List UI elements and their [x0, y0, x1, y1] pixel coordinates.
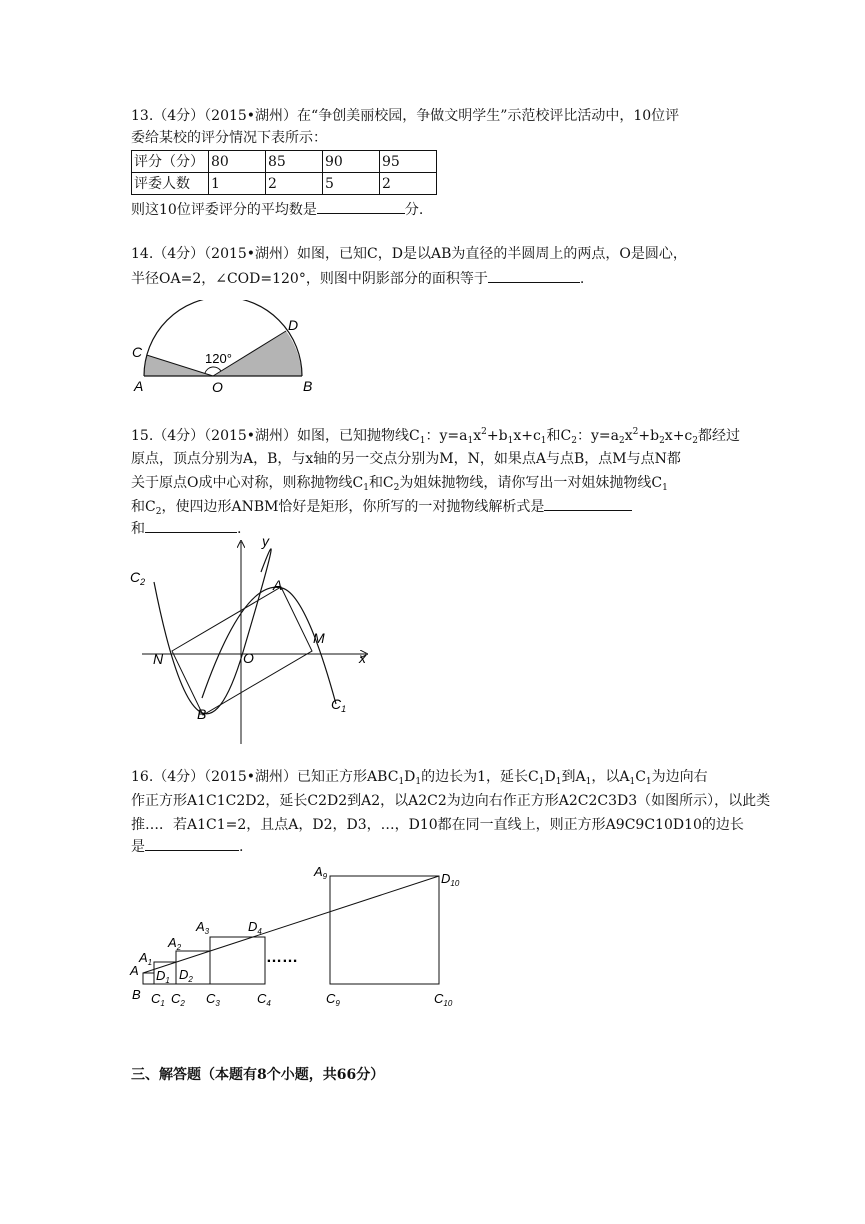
- subscript: 9: [335, 999, 340, 1008]
- square-a3c3c4d4: [210, 937, 265, 984]
- q13-answer-suffix: 分.: [404, 202, 424, 218]
- label-c1: $C_1$: [331, 696, 347, 714]
- q15-line-1: 15.（4分）（2015•湖州）如图，已知抛物线$C_1$：$y=a_1x^2+b_1x+c_1$和$C_2$：$y=a_2x^2+b_2x+c_2$都经过: [131, 427, 740, 446]
- subscript: 1: [165, 976, 170, 985]
- label-c1: $C_1$: [151, 991, 165, 1008]
- subscript: 1: [363, 483, 369, 493]
- label-a2: $A_2$: [168, 935, 182, 952]
- label-d: D: [288, 317, 299, 333]
- subscript: 2: [659, 436, 665, 446]
- subscript: 1: [398, 777, 405, 787]
- semicircle-figure: [126, 300, 326, 400]
- label-a: A: [130, 963, 139, 978]
- q16-line-3: 推…．若A1C1=2，且点A，D2，D3，…，D10都在同一直线上，则正方形A9C9C10D10的边长: [131, 817, 744, 833]
- q15-text: 和C: [546, 428, 572, 444]
- q16-line-1: [131, 767, 708, 787]
- subscript: 1: [555, 777, 562, 787]
- square-abc1d1: [143, 973, 154, 984]
- subscript: 1: [160, 999, 165, 1008]
- q15-text: 关于原点O成中心对称，则称抛物线C: [131, 475, 364, 491]
- label-a9: $A_9$: [314, 864, 328, 881]
- subscript: 1: [645, 777, 652, 787]
- subscript: 2: [692, 436, 698, 446]
- rectangle-anbm: [172, 587, 312, 715]
- answer-blank[interactable]: [544, 496, 632, 511]
- subscript: 3: [204, 927, 210, 936]
- q16-text: D: [404, 769, 416, 785]
- q15-text: 都经过: [698, 428, 740, 444]
- q13-answer-text: 则这10位评委评分的平均数是: [131, 202, 317, 218]
- q15-line-3: [131, 473, 668, 493]
- q16-text: ，以A: [591, 769, 630, 785]
- label-c3: $C_3$: [206, 991, 220, 1008]
- answer-blank[interactable]: [488, 268, 580, 283]
- subscript: 1: [147, 958, 153, 967]
- parabola-c2: [154, 549, 271, 714]
- subscript: 2: [188, 975, 193, 984]
- subscript: 2: [140, 577, 146, 587]
- label-d2: $D_2$: [179, 967, 193, 984]
- q14-line-2: [131, 268, 584, 289]
- subscript: 1: [585, 777, 592, 787]
- subscript: 2: [176, 943, 182, 952]
- subscript: 4: [266, 999, 271, 1008]
- q15-text: 和: [131, 521, 145, 537]
- table-row: [132, 151, 437, 173]
- q16-text: 是: [131, 839, 145, 855]
- label-n: N: [153, 651, 164, 667]
- q15-period: .: [237, 521, 242, 537]
- table-cell: 85: [266, 151, 323, 173]
- subscript: 2: [155, 507, 162, 517]
- q15-line-4: [131, 496, 632, 517]
- table-cell: 评分（分）: [132, 151, 209, 173]
- superscript: 2: [632, 427, 639, 437]
- q15-line-2: 原点，顶点分别为A，B，与x轴的另一交点分别为M，N，如果点A与点B，点M与点N都: [131, 451, 681, 467]
- subscript: 1: [341, 704, 347, 714]
- label-x: x: [359, 650, 366, 666]
- angle-label: 120°: [205, 351, 232, 366]
- q15-text: 为姐妹抛物线，请你写出一对姐妹抛物线C: [399, 475, 663, 491]
- subscript: 1: [538, 777, 545, 787]
- subscript: 1: [419, 436, 426, 446]
- subscript: 10: [443, 999, 453, 1008]
- squares-figure: [126, 858, 466, 1013]
- q16-line-2: 作正方形A1C1C2D2，延长C2D2到A2，以A2C2为边向右作正方形A2C2C3D3（如图所示），以此类: [131, 793, 771, 809]
- table-cell: 2: [380, 173, 437, 195]
- subscript: 10: [450, 879, 460, 888]
- q13-answer-line: [131, 199, 423, 220]
- score-table: [131, 150, 437, 195]
- label-d4: $D_4$: [248, 919, 262, 936]
- label-d1: $D_1$: [156, 968, 170, 985]
- table-cell: 80: [209, 151, 266, 173]
- subscript: 3: [215, 999, 220, 1008]
- subscript: 2: [393, 483, 400, 493]
- q14-period: .: [579, 271, 585, 287]
- superscript: 2: [481, 427, 487, 437]
- q16-text: D: [544, 769, 556, 785]
- subscript: 2: [180, 999, 185, 1008]
- label-c2: $C_2$: [171, 991, 185, 1008]
- label-a: A: [134, 378, 144, 394]
- table-cell: 5: [323, 173, 380, 195]
- q16-text: 的边长为1，延长C: [421, 769, 539, 785]
- label-c4: $C_4$: [257, 991, 271, 1008]
- label-b: B: [303, 378, 313, 394]
- label-y: y: [262, 533, 269, 549]
- subscript: 1: [507, 436, 514, 446]
- q15-text: ，使四边形ANBM恰好是矩形，你所写的一对抛物线解析式是: [161, 499, 545, 515]
- square-a9c9c10d10: [330, 876, 439, 984]
- subscript: 1: [629, 777, 636, 787]
- answer-blank[interactable]: [145, 518, 237, 533]
- label-d10: $D_{10}$: [441, 871, 460, 888]
- label-c: C: [132, 344, 143, 360]
- q15-text: 15.（4分）（2015•湖州）如图，已知抛物线C: [131, 428, 420, 444]
- q14-question-text: 半径OA=2，∠COD=120°，则图中阴影部分的面积等于: [131, 271, 488, 287]
- q15-text: 和C: [131, 499, 156, 515]
- q14-line-1: 14.（4分）（2015•湖州）如图，已知C，D是以AB为直径的半圆周上的两点，O是圆心，: [131, 246, 687, 262]
- label-m: M: [313, 630, 325, 646]
- q15-text: 和C: [368, 475, 394, 491]
- label-a1: $A_1$: [139, 950, 153, 967]
- q16-line-4: [131, 836, 243, 857]
- q16-period: .: [239, 839, 244, 855]
- subscript: 2: [571, 436, 577, 446]
- table-cell: 2: [266, 173, 323, 195]
- subscript: 9: [322, 872, 328, 881]
- q16-text: 为边向右: [651, 769, 708, 785]
- table-cell: 评委人数: [132, 173, 209, 195]
- q13-line-2: 委给某校的评分情况下表所示：: [131, 130, 327, 146]
- label-a3: $A_3$: [196, 919, 210, 936]
- subscript: 2: [618, 436, 625, 446]
- parabola-figure: [126, 532, 376, 747]
- answer-blank[interactable]: [145, 836, 239, 851]
- label-c2: $C_2$: [130, 569, 146, 587]
- label-c10: $C_{10}$: [434, 991, 453, 1008]
- label-b: B: [132, 987, 141, 1002]
- table-cell: 1: [209, 173, 266, 195]
- subscript: 1: [415, 777, 422, 787]
- q13-line-1: 13.（4分）（2015•湖州）在“争创美丽校园，争做文明学生”示范校评比活动中，10位评: [131, 108, 680, 124]
- label-b: B: [197, 706, 207, 722]
- subscript: 1: [540, 436, 547, 446]
- subscript: 1: [467, 436, 474, 446]
- q16-text: 到A: [561, 769, 586, 785]
- label-o: O: [212, 379, 223, 395]
- table-cell: 95: [380, 151, 437, 173]
- q16-text: 16.（4分）（2015•湖州）已知正方形ABC: [131, 769, 399, 785]
- label-a: A: [273, 577, 283, 593]
- table-row: [132, 173, 437, 195]
- label-c9: $C_9$: [326, 991, 340, 1008]
- label-o: O: [243, 650, 254, 666]
- subscript: 4: [257, 927, 262, 936]
- answer-blank[interactable]: [317, 199, 405, 214]
- q16-text: C: [635, 769, 646, 785]
- ellipsis-dots: ……: [266, 949, 298, 966]
- subscript: 1: [662, 483, 668, 493]
- section-heading: 三、解答题（本题有8个小题，共66分）: [131, 1067, 385, 1083]
- table-cell: 90: [323, 151, 380, 173]
